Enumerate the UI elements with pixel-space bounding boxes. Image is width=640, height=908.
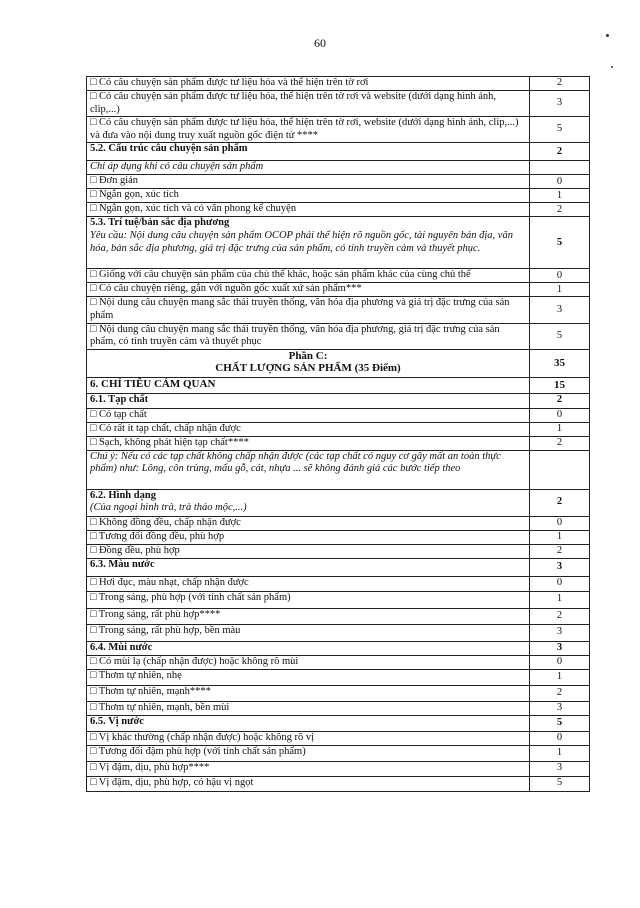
table-row <box>87 655 590 669</box>
section-subtitle: CHẤT LƯỢNG SẢN PHẨM (35 Điểm) <box>215 362 401 375</box>
score-cell: 2 <box>530 436 590 450</box>
criteria-text: □ Tương đối đậm phù hợp (với tính chất sản phẩm) <box>90 745 306 757</box>
table-row <box>87 489 590 516</box>
table-row <box>87 143 590 161</box>
criteria-note: Yêu cầu: Nội dung câu chuyện sản phẩm OCOP phải thể hiện rõ nguồn gốc, tài nguyên bản địa, văn hóa, bản sắc địa phương, giá trị đặc trưng của sản phẩm, có tính truyền cảm và thuyết phục. <box>90 229 513 254</box>
score-cell: 5 <box>530 323 590 349</box>
table-row <box>87 422 590 436</box>
criteria-cell <box>87 576 530 591</box>
criteria-cell <box>87 143 530 161</box>
table-row <box>87 745 590 761</box>
criteria-cell <box>87 745 530 761</box>
table-row <box>87 608 590 624</box>
score-cell: 3 <box>530 91 590 117</box>
score-cell: 0 <box>530 655 590 669</box>
table-row <box>87 393 590 408</box>
criteria-cell <box>87 377 530 393</box>
score-cell: 2 <box>530 544 590 558</box>
table-row <box>87 175 590 189</box>
score-cell: 5 <box>530 776 590 791</box>
criteria-text: 6. CHỈ TIÊU CẢM QUAN <box>90 377 216 390</box>
table-row <box>87 349 590 377</box>
table-row <box>87 436 590 450</box>
criteria-cell <box>87 489 530 516</box>
criteria-text: □ Hơi đục, màu nhạt, chấp nhận được <box>90 576 249 588</box>
criteria-text: Phần C: <box>288 349 328 362</box>
score-cell: 0 <box>530 269 590 283</box>
score-cell: 3 <box>530 624 590 641</box>
score-cell: 2 <box>530 143 590 161</box>
score-cell: 5 <box>530 217 590 269</box>
criteria-cell <box>87 591 530 608</box>
criteria-cell <box>87 297 530 323</box>
criteria-text: □ Thơm tự nhiên, nhẹ <box>90 669 182 681</box>
criteria-text: □ Giống với câu chuyện sản phẩm của chủ thể khác, hoặc sản phẩm khác của cùng chủ thể <box>90 269 471 281</box>
table-row <box>87 669 590 685</box>
table-row <box>87 558 590 576</box>
table-row <box>87 217 590 269</box>
score-cell: 3 <box>530 297 590 323</box>
criteria-text: Chỉ áp dụng khi có câu chuyện sản phẩm <box>90 161 264 173</box>
criteria-text: □ Có câu chuyện sản phẩm được tư liệu hóa, thể hiện trên tờ rơi, website (dưới dạng hình ảnh, clip,...) và đưa vào nội dung truy xuất nguồn gốc điện tử **** <box>90 117 519 141</box>
table-row <box>87 685 590 701</box>
criteria-text: □ Trong sáng, rất phù hợp**** <box>90 608 221 620</box>
score-cell: 3 <box>530 701 590 715</box>
score-cell: 0 <box>530 516 590 530</box>
criteria-cell <box>87 641 530 655</box>
criteria-cell <box>87 685 530 701</box>
table-row <box>87 544 590 558</box>
score-cell <box>530 161 590 175</box>
criteria-text: Chú ý: Nếu có các tạp chất không chấp nhận được (các tạp chất có nguy cơ gây mất an toàn thực phẩm) như: Lông, côn trùng, mẩu gỗ, cát, nhựa ... sẽ không đánh giá các bước tiếp theo <box>90 450 501 475</box>
criteria-cell <box>87 175 530 189</box>
criteria-text: □ Thơm tự nhiên, mạnh**** <box>90 685 211 697</box>
criteria-text: □ Trong sáng, rất phù hợp, bền màu <box>90 624 241 636</box>
criteria-cell <box>87 776 530 791</box>
criteria-cell <box>87 189 530 203</box>
score-cell: 5 <box>530 715 590 731</box>
score-cell: 35 <box>530 349 590 377</box>
criteria-text: □ Có câu chuyện sản phẩm được tư liệu hóa và thể hiện trên tờ rơi <box>90 77 369 88</box>
table-row <box>87 189 590 203</box>
criteria-text: □ Thơm tự nhiên, mạnh, bền mùi <box>90 701 230 713</box>
criteria-cell <box>87 761 530 776</box>
criteria-text: □ Đồng đều, phù hợp <box>90 544 180 556</box>
score-cell: 2 <box>530 393 590 408</box>
score-cell: 2 <box>530 608 590 624</box>
criteria-cell <box>87 608 530 624</box>
criteria-text: □ Có mùi lạ (chấp nhận được) hoặc không rõ mùi <box>90 655 299 667</box>
criteria-text: □ Có câu chuyện sản phẩm được tư liệu hóa, thể hiện trên tờ rơi và website (dưới dạng hình ảnh, clip,...) <box>90 91 497 115</box>
criteria-cell <box>87 408 530 422</box>
criteria-cell <box>87 323 530 349</box>
scan-dot-top <box>606 34 609 37</box>
criteria-text: □ Đơn giản <box>90 175 139 187</box>
criteria-text: 6.2. Hình dạng <box>90 489 156 501</box>
score-cell: 3 <box>530 558 590 576</box>
score-cell: 1 <box>530 745 590 761</box>
score-cell: 5 <box>530 117 590 143</box>
score-cell: 0 <box>530 731 590 745</box>
score-cell: 2 <box>530 203 590 217</box>
score-cell: 0 <box>530 408 590 422</box>
score-cell: 0 <box>530 576 590 591</box>
criteria-text: □ Tương đối đồng đều, phù hợp <box>90 530 225 542</box>
criteria-cell <box>87 731 530 745</box>
page-number: 60 <box>314 36 326 50</box>
table-row <box>87 641 590 655</box>
score-cell: 1 <box>530 422 590 436</box>
score-cell: 0 <box>530 175 590 189</box>
table-row <box>87 203 590 217</box>
criteria-text: 5.3. Trí tuệ/bản sắc địa phương <box>90 217 230 229</box>
criteria-cell <box>87 203 530 217</box>
criteria-cell <box>87 422 530 436</box>
table-row <box>87 516 590 530</box>
score-cell: 3 <box>530 641 590 655</box>
table-row <box>87 323 590 349</box>
criteria-cell <box>87 530 530 544</box>
table-row <box>87 591 590 608</box>
criteria-text: □ Không đồng đều, chấp nhận được <box>90 516 241 528</box>
table-row <box>87 450 590 489</box>
criteria-text: 6.3. Màu nước <box>90 558 155 570</box>
table-row <box>87 761 590 776</box>
scan-dot-margin <box>611 66 613 68</box>
criteria-cell <box>87 161 530 175</box>
score-cell <box>530 450 590 489</box>
scoring-table-body <box>87 77 590 792</box>
score-cell: 3 <box>530 761 590 776</box>
score-cell: 2 <box>530 685 590 701</box>
criteria-text: □ Ngắn gọn, xúc tích <box>90 189 179 201</box>
table-row <box>87 91 590 117</box>
criteria-cell <box>87 701 530 715</box>
table-row <box>87 377 590 393</box>
criteria-note: (Của ngoại hình trà, trà thảo mộc,...) <box>90 502 247 514</box>
table-row <box>87 530 590 544</box>
criteria-cell <box>87 715 530 731</box>
criteria-text: □ Nội dung câu chuyện mang sắc thái truyền thống, văn hóa địa phương và giá trị đặc trưng của sản phẩm <box>90 297 510 321</box>
criteria-cell <box>87 624 530 641</box>
criteria-text: 6.4. Mùi nước <box>90 641 153 653</box>
table-row <box>87 297 590 323</box>
criteria-cell <box>87 450 530 489</box>
criteria-cell <box>87 77 530 91</box>
criteria-cell <box>87 91 530 117</box>
score-cell: 2 <box>530 489 590 516</box>
criteria-text: □ Vị khác thường (chấp nhận được) hoặc không rõ vị <box>90 731 314 743</box>
criteria-cell <box>87 393 530 408</box>
criteria-cell <box>87 283 530 297</box>
table-row <box>87 77 590 91</box>
score-cell: 2 <box>530 77 590 91</box>
table-row <box>87 269 590 283</box>
criteria-cell <box>87 669 530 685</box>
criteria-text: □ Có rất ít tạp chất, chấp nhận được <box>90 422 241 434</box>
criteria-cell <box>87 217 530 269</box>
table-row <box>87 776 590 791</box>
score-cell: 1 <box>530 283 590 297</box>
ocop-scoring-table <box>86 76 590 792</box>
score-cell: 1 <box>530 530 590 544</box>
criteria-cell <box>87 349 530 377</box>
criteria-text: 6.1. Tạp chất <box>90 393 149 405</box>
table-row <box>87 161 590 175</box>
criteria-text: □ Có câu chuyện riêng, gắn với nguồn gốc xuất xứ sản phẩm*** <box>90 283 362 295</box>
criteria-text: □ Ngắn gọn, xúc tích và có văn phong kể chuyện <box>90 203 297 215</box>
score-cell: 15 <box>530 377 590 393</box>
table-row <box>87 715 590 731</box>
criteria-cell <box>87 516 530 530</box>
table-row <box>87 731 590 745</box>
criteria-text: □ Sạch, không phát hiện tạp chất**** <box>90 436 249 448</box>
table-row <box>87 283 590 297</box>
criteria-cell <box>87 436 530 450</box>
criteria-text: □ Vị đậm, dịu, phù hợp**** <box>90 761 210 773</box>
table-row <box>87 576 590 591</box>
score-cell: 1 <box>530 669 590 685</box>
criteria-cell <box>87 558 530 576</box>
criteria-text: □ Nội dung câu chuyện mang sắc thái truyền thống, văn hóa địa phương, giá trị đặc trưng của sản phẩm, có tính truyền cảm và thuyết phục <box>90 323 500 348</box>
criteria-text: 6.5. Vị nước <box>90 715 144 727</box>
table-row <box>87 408 590 422</box>
criteria-text: □ Có tạp chất <box>90 408 147 420</box>
criteria-text: 5.2. Cấu trúc câu chuyện sản phẩm <box>90 143 248 155</box>
table-row <box>87 624 590 641</box>
criteria-cell <box>87 655 530 669</box>
table-row <box>87 701 590 715</box>
criteria-cell <box>87 544 530 558</box>
score-cell: 1 <box>530 189 590 203</box>
criteria-text: □ Vị đậm, dịu, phù hợp, có hậu vị ngọt <box>90 776 254 788</box>
criteria-text: □ Trong sáng, phù hợp (với tính chất sản phẩm) <box>90 591 291 603</box>
table-row <box>87 117 590 143</box>
score-cell: 1 <box>530 591 590 608</box>
criteria-cell <box>87 269 530 283</box>
criteria-cell <box>87 117 530 143</box>
